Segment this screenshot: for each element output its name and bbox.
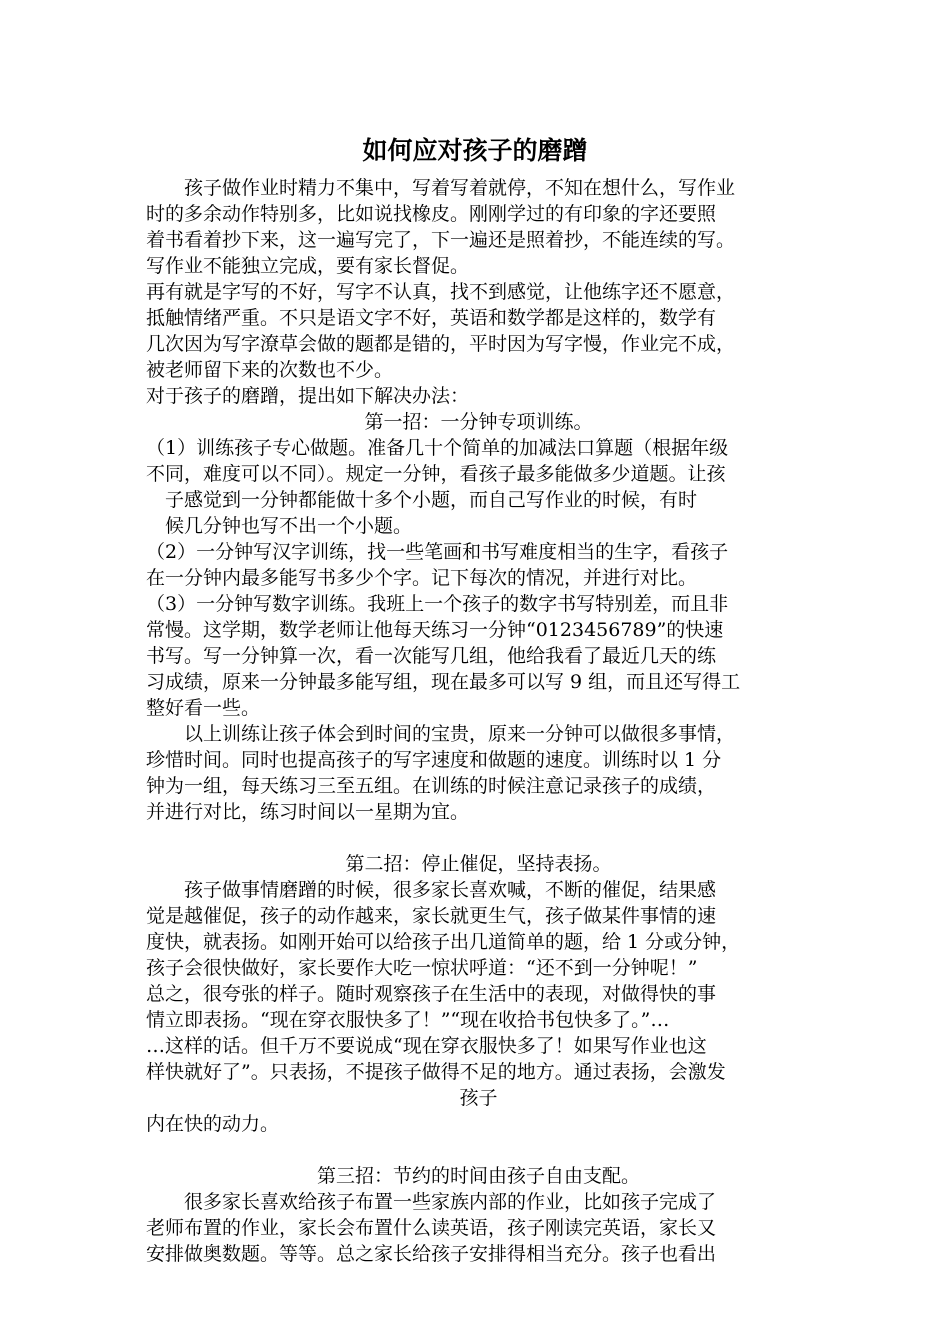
paragraph-line: 情立即表扬。“现在穿衣服快多了！”“现在收拾书包快多了。”… bbox=[146, 1009, 670, 1031]
document-title: 如何应对孩子的磨蹭 bbox=[362, 136, 588, 165]
paragraph-line: 觉是越催促，孩子的动作越来，家长就更生气，孩子做某件事情的速 bbox=[146, 905, 717, 927]
section-heading-1: 第一招：一分钟专项训练。 bbox=[364, 411, 593, 433]
paragraph-line: 内在快的动力。 bbox=[146, 1113, 280, 1135]
paragraph-line: 对于孩子的磨蹭，提出如下解决办法： bbox=[146, 385, 470, 407]
paragraph-line: 抵触情绪严重。不只是语文字不好，英语和数学都是这样的，数学有 bbox=[146, 307, 717, 329]
paragraph-line: 几次因为写字潦草会做的题都是错的，平时因为写字慢，作业完不成， bbox=[146, 333, 736, 355]
paragraph-line: （2）一分钟写汉字训练，找一些笔画和书写难度相当的生字，看孩子 bbox=[146, 541, 729, 563]
section-heading-2: 第二招：停止催促，坚持表扬。 bbox=[345, 853, 612, 875]
paragraph-line: 老师布置的作业，家长会布置什么读英语，孩子刚读完英语，家长又 bbox=[146, 1217, 717, 1239]
paragraph-line: 孩子会很快做好，家长要作大吃一惊状呼道：“还不到一分钟呢！” bbox=[146, 957, 698, 979]
paragraph-line: 再有就是字写的不好，写字不认真，找不到感觉，让他练字还不愿意， bbox=[146, 281, 736, 303]
paragraph-line: （3）一分钟写数字训练。我班上一个孩子的数字书写特别差，而且非 bbox=[146, 593, 729, 615]
paragraph-line: 常慢。这学期，数学老师让他每天练习一分钟“0123456789”的快速 bbox=[146, 619, 724, 641]
paragraph-line: 钟为一组，每天练习三至五组。在训练的时候注意记录孩子的成绩， bbox=[146, 775, 717, 797]
paragraph-line: 以上训练让孩子体会到时间的宝贵，原来一分钟可以做很多事情， bbox=[146, 723, 736, 745]
paragraph-line: …这样的话。但千万不要说成“现在穿衣服快多了！如果写作业也这 bbox=[146, 1035, 707, 1057]
paragraph-line: 写作业不能独立完成，要有家长督促。 bbox=[146, 255, 470, 277]
paragraph-line: 候几分钟也写不出一个小题。 bbox=[146, 515, 413, 537]
paragraph-line: 习成绩，原来一分钟最多能写组，现在最多可以写 9 组，而且还写得工 bbox=[146, 671, 741, 693]
paragraph-line: 很多家长喜欢给孩子布置一些家族内部的作业，比如孩子完成了 bbox=[146, 1191, 717, 1213]
paragraph-line: 书写。写一分钟算一次，看一次能写几组，他给我看了最近几天的练 bbox=[146, 645, 717, 667]
paragraph-line: 安排做奥数题。等等。总之家长给孩子安排得相当充分。孩子也看出 bbox=[146, 1243, 717, 1265]
section-heading-3: 第三招：节约的时间由孩子自由支配。 bbox=[316, 1165, 640, 1187]
paragraph-line: 整好看一些。 bbox=[146, 697, 261, 719]
paragraph-line: 样快就好了”。只表扬，不提孩子做得不足的地方。通过表扬，会激发 bbox=[146, 1061, 726, 1083]
paragraph-line: 度快，就表扬。如刚开始可以给孩子出几道简单的题，给 1 分或分钟， bbox=[146, 931, 741, 953]
paragraph-line: 被老师留下来的次数也不少。 bbox=[146, 359, 394, 381]
paragraph-line: 总之，很夸张的样子。随时观察孩子在生活中的表现，对做得快的事 bbox=[146, 983, 717, 1005]
paragraph-line: 孩子 bbox=[459, 1087, 498, 1109]
paragraph-line: 不同，难度可以不同）。规定一分钟，看孩子最多能做多少道题。让孩 bbox=[146, 463, 726, 485]
paragraph-line: 在一分钟内最多能写书多少个字。记下每次的情况，并进行对比。 bbox=[146, 567, 698, 589]
paragraph-line: 珍惜时间。同时也提高孩子的写字速度和做题的速度。训练时以 1 分 bbox=[146, 749, 722, 771]
paragraph-line: 着书看着抄下来，这一遍写完了，下一遍还是照着抄，不能连续的写。 bbox=[146, 229, 736, 251]
paragraph-line: 孩子做事情磨蹭的时候，很多家长喜欢喊，不断的催促，结果感 bbox=[146, 879, 717, 901]
paragraph-line: 并进行对比，练习时间以一星期为宜。 bbox=[146, 801, 470, 823]
paragraph-line: 时的多余动作特别多，比如说找橡皮。刚刚学过的有印象的字还要照 bbox=[146, 203, 717, 225]
paragraph-line: （1）训练孩子专心做题。准备几十个简单的加减法口算题（根据年级 bbox=[146, 437, 729, 459]
paragraph-line: 子感觉到一分钟都能做十多个小题，而自己写作业的时候，有时 bbox=[146, 489, 698, 511]
paragraph-line: 孩子做作业时精力不集中，写着写着就停，不知在想什么，写作业 bbox=[146, 177, 736, 199]
